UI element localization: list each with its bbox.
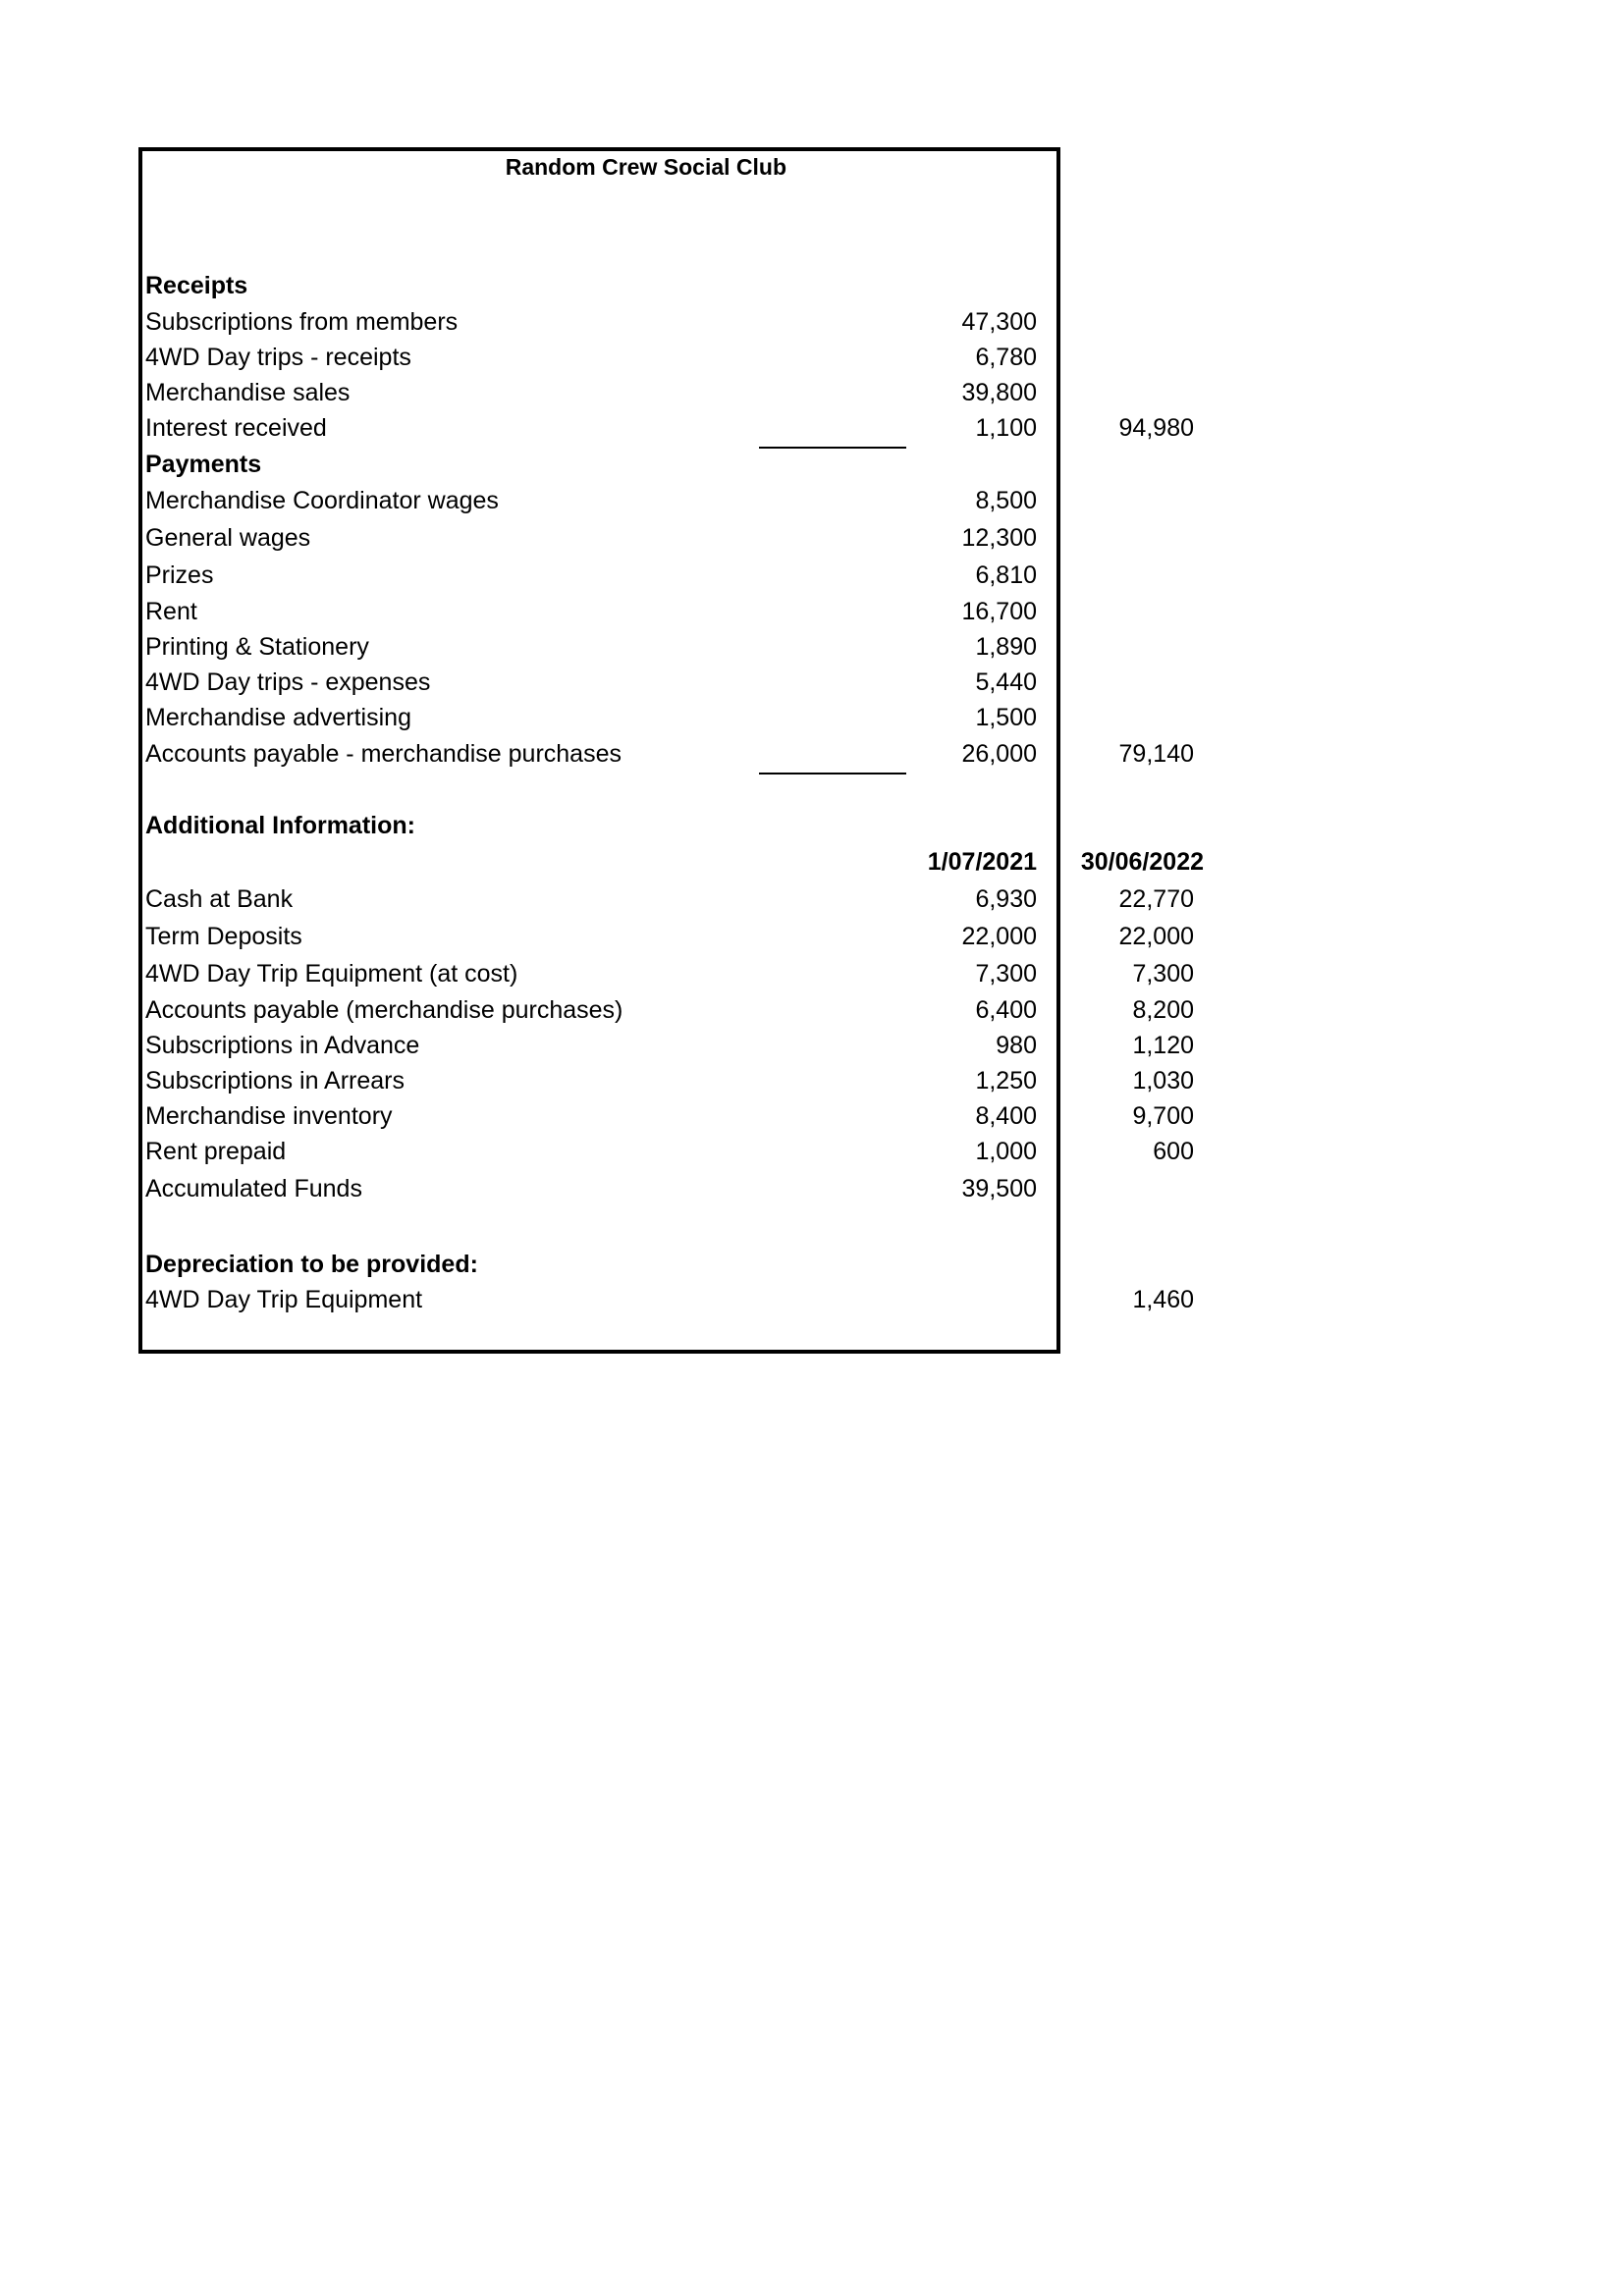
table-row — [143, 1171, 1056, 1206]
table-row — [143, 881, 1194, 917]
additional-heading-row — [143, 808, 1056, 843]
table-row — [143, 919, 1194, 954]
row-opening: 39,500 — [961, 1175, 1037, 1202]
table-row — [143, 1134, 1194, 1169]
row-opening: 6,400 — [975, 996, 1037, 1024]
row-label: Subscriptions in Arrears — [145, 1067, 406, 1095]
table-row — [143, 520, 1056, 556]
row-amount: 47,300 — [961, 308, 1037, 336]
depreciation-heading: Depreciation to be provided: — [145, 1251, 478, 1278]
receipts-heading: Receipts — [145, 272, 248, 299]
row-label: 4WD Day Trip Equipment (at cost) — [145, 960, 518, 988]
row-closing: 8,200 — [1132, 996, 1194, 1024]
row-opening: 8,400 — [975, 1102, 1037, 1130]
row-label: Accounts payable (merchandise purchases) — [145, 996, 623, 1024]
additional-heading: Additional Information: — [145, 812, 415, 839]
row-closing: 22,000 — [1118, 923, 1194, 950]
row-closing: 1,030 — [1132, 1067, 1194, 1095]
table-row — [143, 304, 1056, 340]
row-amount: 39,800 — [961, 379, 1037, 406]
table-row — [143, 558, 1056, 593]
table-row — [143, 594, 1056, 629]
row-opening: 1,000 — [975, 1138, 1037, 1165]
row-label: Merchandise inventory — [145, 1102, 393, 1130]
row-amount: 1,890 — [975, 633, 1037, 661]
payments-underline — [759, 773, 906, 774]
row-label: Rent — [145, 598, 197, 625]
row-label: Cash at Bank — [145, 885, 294, 913]
row-opening: 7,300 — [975, 960, 1037, 988]
table-row — [143, 665, 1056, 700]
row-amount: 6,780 — [975, 344, 1037, 371]
table-row — [143, 1282, 1194, 1317]
row-amount: 12,300 — [961, 524, 1037, 552]
row-total: 94,980 — [1118, 414, 1194, 442]
table-row — [143, 992, 1194, 1028]
row-label: Merchandise advertising — [145, 704, 411, 731]
row-label: Prizes — [145, 561, 214, 589]
row-label: Term Deposits — [145, 923, 302, 950]
row-label: Printing & Stationery — [145, 633, 369, 661]
closing-date-header: 30/06/2022 — [1080, 848, 1204, 876]
table-row — [143, 483, 1056, 518]
date-header-row — [143, 844, 1204, 880]
payments-heading: Payments — [145, 451, 262, 478]
row-amount: 16,700 — [961, 598, 1037, 625]
row-opening: 22,000 — [961, 923, 1037, 950]
table-row — [143, 1028, 1194, 1063]
row-amount: 8,500 — [975, 487, 1037, 514]
table-row — [143, 375, 1056, 410]
table-row — [143, 1098, 1194, 1134]
row-opening: 6,930 — [975, 885, 1037, 913]
row-closing: 1,120 — [1132, 1032, 1194, 1059]
table-row — [143, 340, 1056, 375]
row-label: Subscriptions in Advance — [145, 1032, 420, 1059]
row-label: Rent prepaid — [145, 1138, 287, 1165]
table-row — [143, 1063, 1194, 1098]
table-row — [143, 700, 1056, 735]
table-row — [143, 736, 1194, 772]
payments-heading-row — [143, 447, 1056, 482]
row-label: 4WD Day trips - receipts — [145, 344, 411, 371]
row-label: Accounts payable - merchandise purchases — [145, 740, 622, 768]
row-amount: 26,000 — [961, 740, 1037, 768]
row-amount: 1,100 — [975, 414, 1037, 442]
table-row — [143, 956, 1194, 991]
row-total: 79,140 — [1118, 740, 1194, 768]
row-opening: 1,250 — [975, 1067, 1037, 1095]
row-closing: 22,770 — [1118, 885, 1194, 913]
row-closing: 600 — [1153, 1138, 1194, 1165]
row-label: Interest received — [145, 414, 327, 442]
row-label: General wages — [145, 524, 311, 552]
depreciation-heading-row — [143, 1247, 1056, 1282]
title-row — [138, 149, 1060, 185]
row-label: Merchandise Coordinator wages — [145, 487, 499, 514]
row-label: 4WD Day trips - expenses — [145, 668, 431, 696]
receipts-heading-row — [143, 268, 1056, 303]
row-amount: 5,440 — [975, 668, 1037, 696]
row-label: Subscriptions from members — [145, 308, 459, 336]
row-opening: 980 — [996, 1032, 1037, 1059]
opening-date-header: 1/07/2021 — [927, 848, 1037, 876]
table-row — [143, 629, 1056, 665]
row-closing: 9,700 — [1132, 1102, 1194, 1130]
row-label: Merchandise sales — [145, 379, 351, 406]
page-title: Random Crew Social Club — [505, 154, 786, 180]
row-closing: 7,300 — [1132, 960, 1194, 988]
row-label: Accumulated Funds — [145, 1175, 362, 1202]
table-row — [143, 410, 1194, 446]
row-label: 4WD Day Trip Equipment — [145, 1286, 423, 1313]
row-amount: 1,500 — [975, 704, 1037, 731]
row-amount: 1,460 — [1132, 1286, 1194, 1313]
row-amount: 6,810 — [975, 561, 1037, 589]
